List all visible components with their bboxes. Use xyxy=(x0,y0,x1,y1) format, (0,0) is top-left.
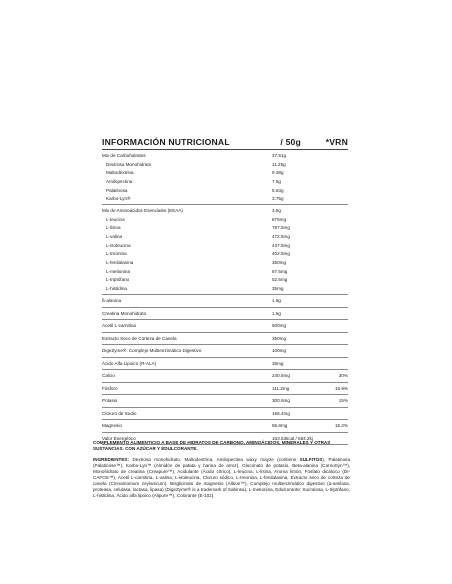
per-serving-header: / 50g xyxy=(280,137,301,147)
nutrient-name: Magnesio xyxy=(102,423,122,429)
nutrient-name: L-isoleucina xyxy=(106,242,131,248)
nutrient-name: Potasio xyxy=(102,398,118,404)
nutrient-name: L-fenilalanina xyxy=(106,260,134,266)
nutrient-amount: 472.5mg xyxy=(272,234,290,240)
table-row xyxy=(102,396,348,406)
vrn-header: *VRN xyxy=(325,137,348,147)
supplement-description: COMPLEMENTO ALIMENTICIO A BASE DE HIDRATOS DE CARBONO, AMINOÁCIDOS, MINERALES Y OTRAS SUSTANCIAS. CON AZÚCAR Y EDULCORANTE. xyxy=(93,440,331,451)
nutrient-name: L-leucina xyxy=(106,216,125,222)
table-section xyxy=(102,370,348,383)
nutrient-amount: 163.53kcal / 684.2kj xyxy=(272,435,313,441)
table-row xyxy=(102,359,348,369)
nutrient-amount: 402.5mg xyxy=(272,251,290,257)
table-section xyxy=(102,383,348,396)
nutrient-vrn: 15.9% xyxy=(334,385,348,391)
ingredients-part2: ), Palatinosa (Palatinose™), Karbo-Lyn™ (Almidón de patata y harina de arroz), Gluconato de potasio, Beta-alanina (CarnoSyn™), Monohidrato de creatina (Creapure™), Acidulante (Ácido cítrico), L-leucina, L-lisina, Aroma limón, Fosfato dicálcico (DI-CAFOS™), Acetil L-carnitina, L-valina, L-isoleucina, Cloruro sódico, L-treonina, L-fenilalanina, Extracto seco de corteza de canela (Cinnamomum zeylanicum), Bisglicinato de magnesio (Albion™), Complejo multienzimático digestivo (α-amilasa, proteasa, celulasa, lactasa, lipasa) (DigeZyme® is a trademark of Sabinsa), L-metionina, Edulcorante: Sucralosa, L-triptófano, L-histidina, Ácido alfa lipoico (Alipure™), Colorante (E-102). xyxy=(93,457,350,498)
table-body xyxy=(102,150,348,445)
table-row xyxy=(102,309,348,319)
nutrient-name: Maltodextrina xyxy=(106,170,134,176)
nutrient-amount: 52.5mg xyxy=(272,277,288,283)
table-row xyxy=(102,151,348,160)
nutrient-name: ß-alanina xyxy=(102,298,122,304)
nutrient-name: Extracto Seco de Corteza de Canela xyxy=(102,335,177,341)
nutrient-name: Amilopectina xyxy=(106,178,133,184)
table-section xyxy=(102,420,348,433)
nutrient-amount: 111.2mg xyxy=(272,385,290,391)
table-section xyxy=(102,150,348,205)
nutrient-name: Palatinosa xyxy=(106,187,128,193)
table-row xyxy=(102,321,348,331)
nutrient-amount: 300.6mg xyxy=(272,398,290,404)
table-row xyxy=(102,409,348,419)
nutrient-amount: 100mg xyxy=(272,348,287,354)
table-row xyxy=(102,346,348,356)
nutrient-name: Calcio xyxy=(102,373,115,379)
table-row xyxy=(102,384,348,394)
nutrient-name: Valor Energético xyxy=(102,435,136,441)
nutrient-amount: 1.5g xyxy=(272,298,281,304)
nutrient-name: L-triptófano xyxy=(106,277,130,283)
table-section xyxy=(102,345,348,358)
table-row xyxy=(102,186,348,195)
nutrient-amount: 5.63g xyxy=(272,187,284,193)
table-row xyxy=(102,284,348,293)
ingredients-label: INGREDIENTES: xyxy=(93,457,129,462)
table-row xyxy=(102,232,348,241)
table-row xyxy=(102,215,348,224)
table-row xyxy=(102,194,348,203)
nutrient-name: L-valina xyxy=(106,234,123,240)
nutrient-name: L-lisina xyxy=(106,225,121,231)
nutrient-name: Mix de Aminoácidos Esenciales (EEAA) xyxy=(102,207,183,213)
nutrient-vrn: 30% xyxy=(338,373,348,379)
nutrient-name: L-histidina xyxy=(106,286,127,292)
nutrient-amount: 7.5g xyxy=(272,178,281,184)
nutrient-amount: 437.5mg xyxy=(272,242,290,248)
nutrient-amount: 166.4mg xyxy=(272,410,290,416)
nutrient-name: L-treonina xyxy=(106,251,127,257)
sulfites-allergen: SULFITOS xyxy=(299,457,323,462)
table-row xyxy=(102,258,348,267)
nutrient-amount: 787.5mg xyxy=(272,225,290,231)
table-row xyxy=(102,421,348,431)
table-section xyxy=(102,395,348,408)
table-section xyxy=(102,205,348,295)
table-row xyxy=(102,160,348,169)
nutrient-amount: 35mg xyxy=(272,360,284,366)
ingredients-part1: Dextrosa monohidrato, Maltodextrina, Amilopectina waxy mayze (contiene xyxy=(129,457,300,462)
table-row xyxy=(102,371,348,381)
table-section xyxy=(102,308,348,321)
table-row xyxy=(102,177,348,186)
nutrient-vrn: 15% xyxy=(338,398,348,404)
table-row xyxy=(102,267,348,276)
nutrient-amount: 35mg xyxy=(272,286,284,292)
nutrient-name: Cloruro de Sodio xyxy=(102,410,137,416)
nutrient-amount: 9.38g xyxy=(272,170,284,176)
nutrient-name: Mix de Carbohidratos xyxy=(102,152,146,158)
table-row xyxy=(102,168,348,177)
nutrient-amount: 875mg xyxy=(272,216,287,222)
table-section xyxy=(102,358,348,371)
nutrient-amount: 11.25g xyxy=(272,161,286,167)
nutrient-name: L-metionina xyxy=(106,268,131,274)
ingredients-text xyxy=(93,457,350,499)
table-row xyxy=(102,276,348,285)
table-title: INFORMACIÓN NUTRICIONAL xyxy=(102,137,230,147)
table-row xyxy=(102,241,348,250)
table-row xyxy=(102,334,348,344)
nutrient-name: Creatina Monohidrato xyxy=(102,310,147,316)
nutrient-amount: 87.5mg xyxy=(272,268,288,274)
product-notes xyxy=(93,440,350,499)
nutrition-table xyxy=(102,130,348,445)
nutrient-name: Karbo-Lyn® xyxy=(106,196,131,202)
nutrient-amount: 350mg xyxy=(272,335,287,341)
table-row xyxy=(102,250,348,259)
table-header xyxy=(102,130,348,150)
nutrient-vrn: 15.2% xyxy=(334,423,348,429)
table-section xyxy=(102,408,348,421)
table-section xyxy=(102,333,348,346)
table-section xyxy=(102,320,348,333)
nutrient-amount: 3.75g xyxy=(272,196,284,202)
nutrient-name: Fósforo xyxy=(102,385,118,391)
nutrient-name: Acetil L-carnitina xyxy=(102,323,136,329)
table-row xyxy=(102,206,348,215)
nutrient-amount: 3.5g xyxy=(272,207,281,213)
nutrient-amount: 56.8mg xyxy=(272,423,288,429)
nutrient-name: DigeZyme®: Complejo Multienzimático Digestivo xyxy=(102,348,202,354)
nutrient-amount: 37.51g xyxy=(272,152,287,158)
table-row xyxy=(102,296,348,306)
nutrient-name: Ácido Alfa Lipoico (R-ALA) xyxy=(102,360,157,366)
nutrient-amount: 500mg xyxy=(272,323,287,329)
nutrient-amount: 1.5g xyxy=(272,310,281,316)
table-row xyxy=(102,224,348,233)
table-section xyxy=(102,295,348,308)
nutrient-name: Dextrosa Monohidrato xyxy=(106,161,152,167)
nutrient-amount: 350mg xyxy=(272,260,287,266)
nutrient-amount: 240.6mg xyxy=(272,373,290,379)
